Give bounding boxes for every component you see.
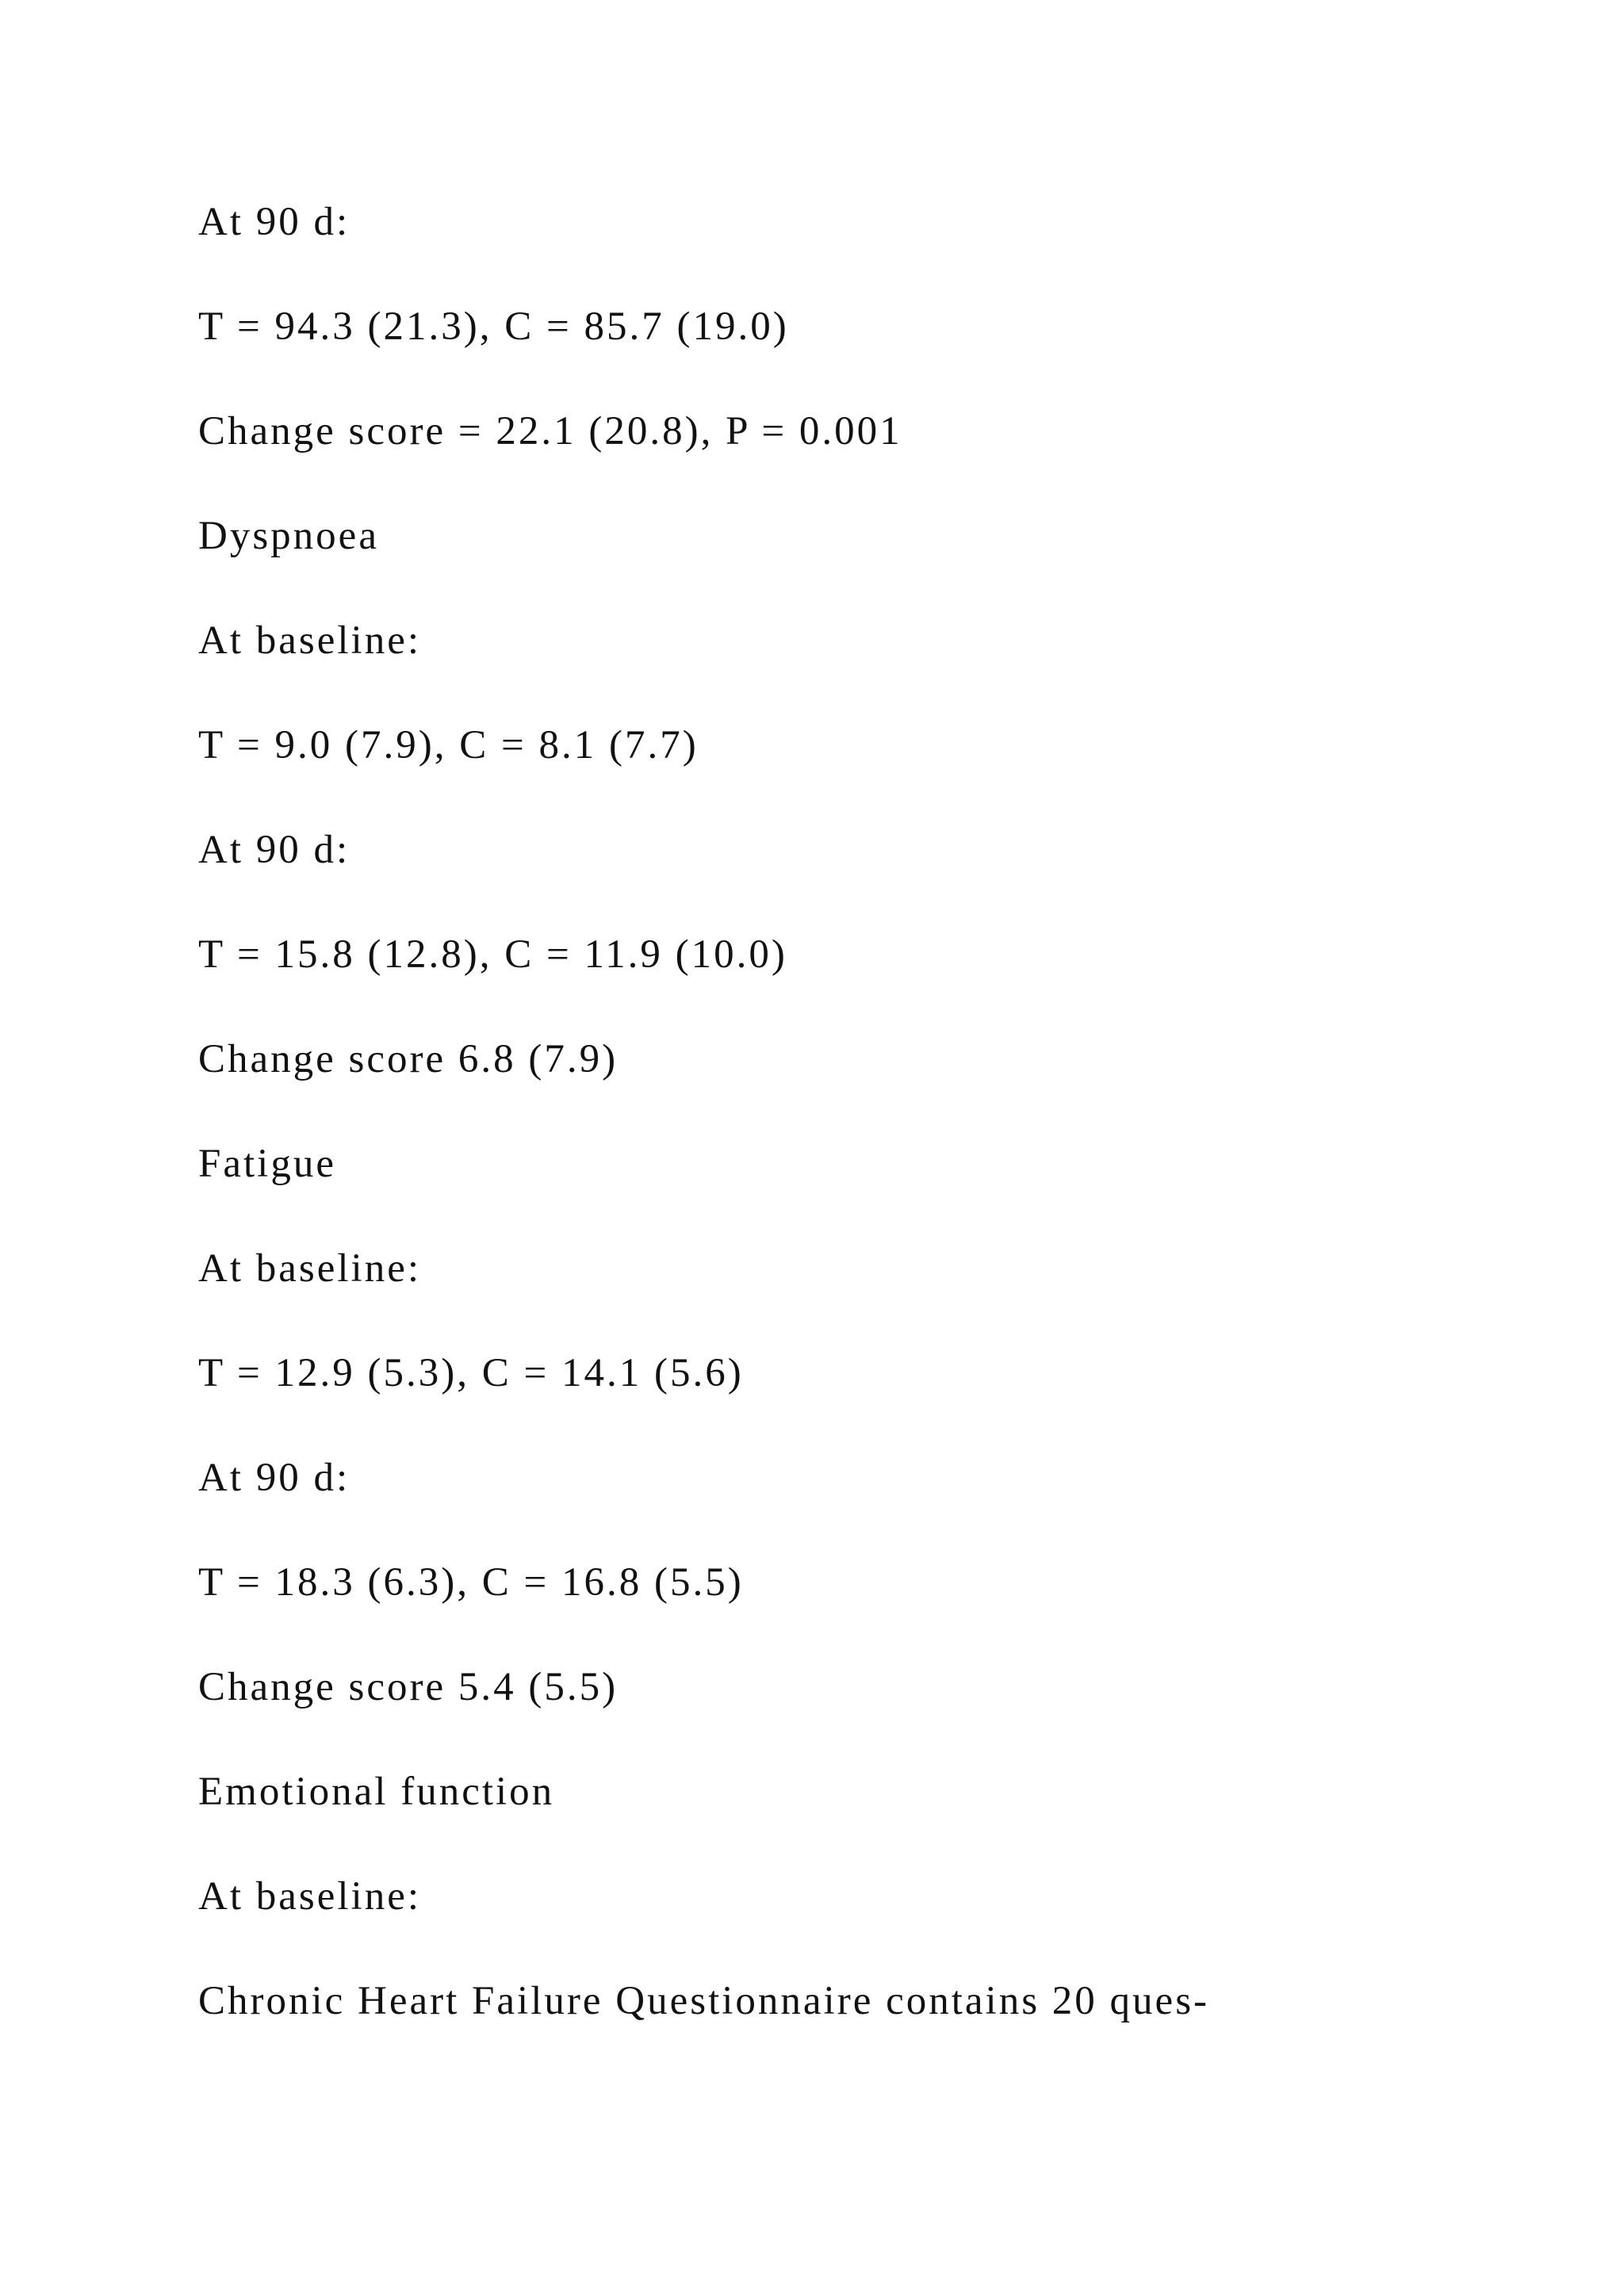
text-line: Chronic Heart Failure Questionnaire contains 20 ques- — [198, 1979, 1210, 2023]
text-line: At baseline: — [198, 1246, 422, 1291]
text-line: Change score = 22.1 (20.8), P = 0.001 — [198, 409, 902, 453]
text-line: Change score 6.8 (7.9) — [198, 1037, 619, 1081]
section-heading: Dyspnoea — [198, 514, 379, 558]
text-line: Change score 5.4 (5.5) — [198, 1665, 619, 1709]
text-line: T = 15.8 (12.8), C = 11.9 (10.0) — [198, 932, 787, 977]
text-line: T = 94.3 (21.3), C = 85.7 (19.0) — [198, 304, 789, 349]
text-line: T = 12.9 (5.3), C = 14.1 (5.6) — [198, 1351, 744, 1395]
text-line: T = 18.3 (6.3), C = 16.8 (5.5) — [198, 1560, 744, 1605]
text-line: At 90 d: — [198, 1456, 350, 1500]
text-line: At baseline: — [198, 1874, 422, 1919]
text-line: T = 9.0 (7.9), C = 8.1 (7.7) — [198, 723, 699, 767]
text-line: At baseline: — [198, 618, 422, 663]
section-heading: Fatigue — [198, 1142, 336, 1186]
text-line: At 90 d: — [198, 828, 350, 872]
text-line: At 90 d: — [198, 200, 350, 244]
section-heading: Emotional function — [198, 1770, 555, 1814]
